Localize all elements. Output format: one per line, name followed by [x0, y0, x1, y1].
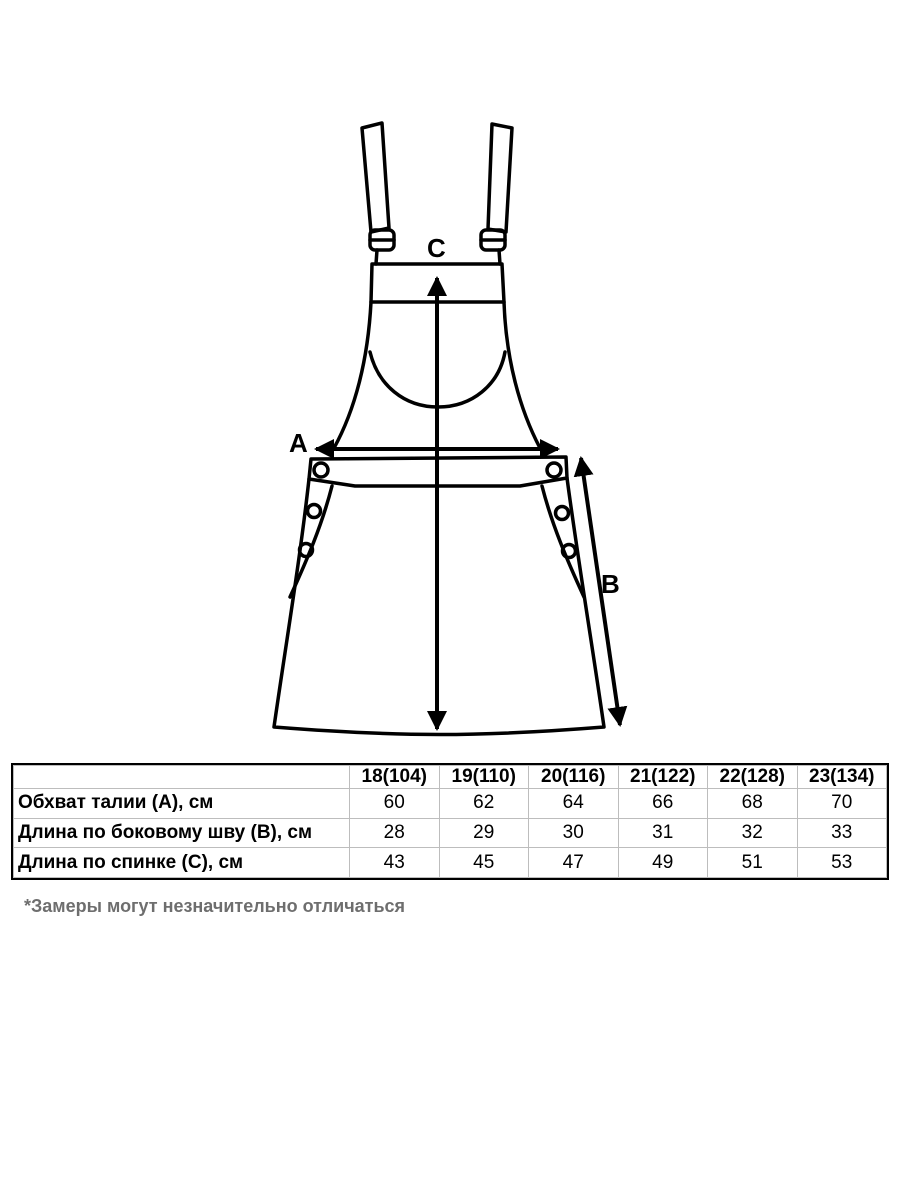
left-strap [362, 123, 389, 232]
table-cell: 43 [350, 848, 440, 878]
table-cell: 30 [529, 818, 619, 848]
size-header: 23(134) [797, 766, 887, 789]
button [547, 463, 561, 477]
row-label: Длина по спинке (С), см [14, 848, 350, 878]
table-cell: 64 [529, 789, 619, 819]
row-label: Длина по боковому шву (В), см [14, 818, 350, 848]
button [308, 505, 321, 518]
table-cell: 60 [350, 789, 440, 819]
table-cell: 68 [708, 789, 798, 819]
table-cell: 53 [797, 848, 887, 878]
table-cell: 62 [439, 789, 529, 819]
size-header: 21(122) [618, 766, 708, 789]
label-c: C [427, 233, 446, 263]
size-table-container [11, 763, 889, 880]
label-a: A [289, 428, 308, 458]
measurement-note: *Замеры могут незначительно отличаться [24, 896, 406, 916]
size-header: 20(116) [529, 766, 619, 789]
table-cell: 33 [797, 818, 887, 848]
table-row [14, 848, 887, 878]
bib-body [334, 302, 371, 448]
size-header: 22(128) [708, 766, 798, 789]
table-cell: 47 [529, 848, 619, 878]
table-cell: 51 [708, 848, 798, 878]
table-header-row [14, 766, 887, 789]
table-cell: 28 [350, 818, 440, 848]
header-corner [14, 766, 350, 789]
left-pocket-line [290, 486, 332, 597]
table-cell: 70 [797, 789, 887, 819]
table-row [14, 789, 887, 819]
size-header: 19(110) [439, 766, 529, 789]
size-table [13, 765, 887, 878]
button [556, 507, 569, 520]
size-header: 18(104) [350, 766, 440, 789]
table-cell: 45 [439, 848, 529, 878]
table-cell: 66 [618, 789, 708, 819]
label-b: B [601, 569, 620, 599]
button [314, 463, 328, 477]
table-cell: 31 [618, 818, 708, 848]
table-cell: 32 [708, 818, 798, 848]
table-row [14, 818, 887, 848]
right-strap [488, 124, 512, 232]
table-cell: 29 [439, 818, 529, 848]
row-label: Обхват талии (А), см [14, 789, 350, 819]
table-cell: 49 [618, 848, 708, 878]
